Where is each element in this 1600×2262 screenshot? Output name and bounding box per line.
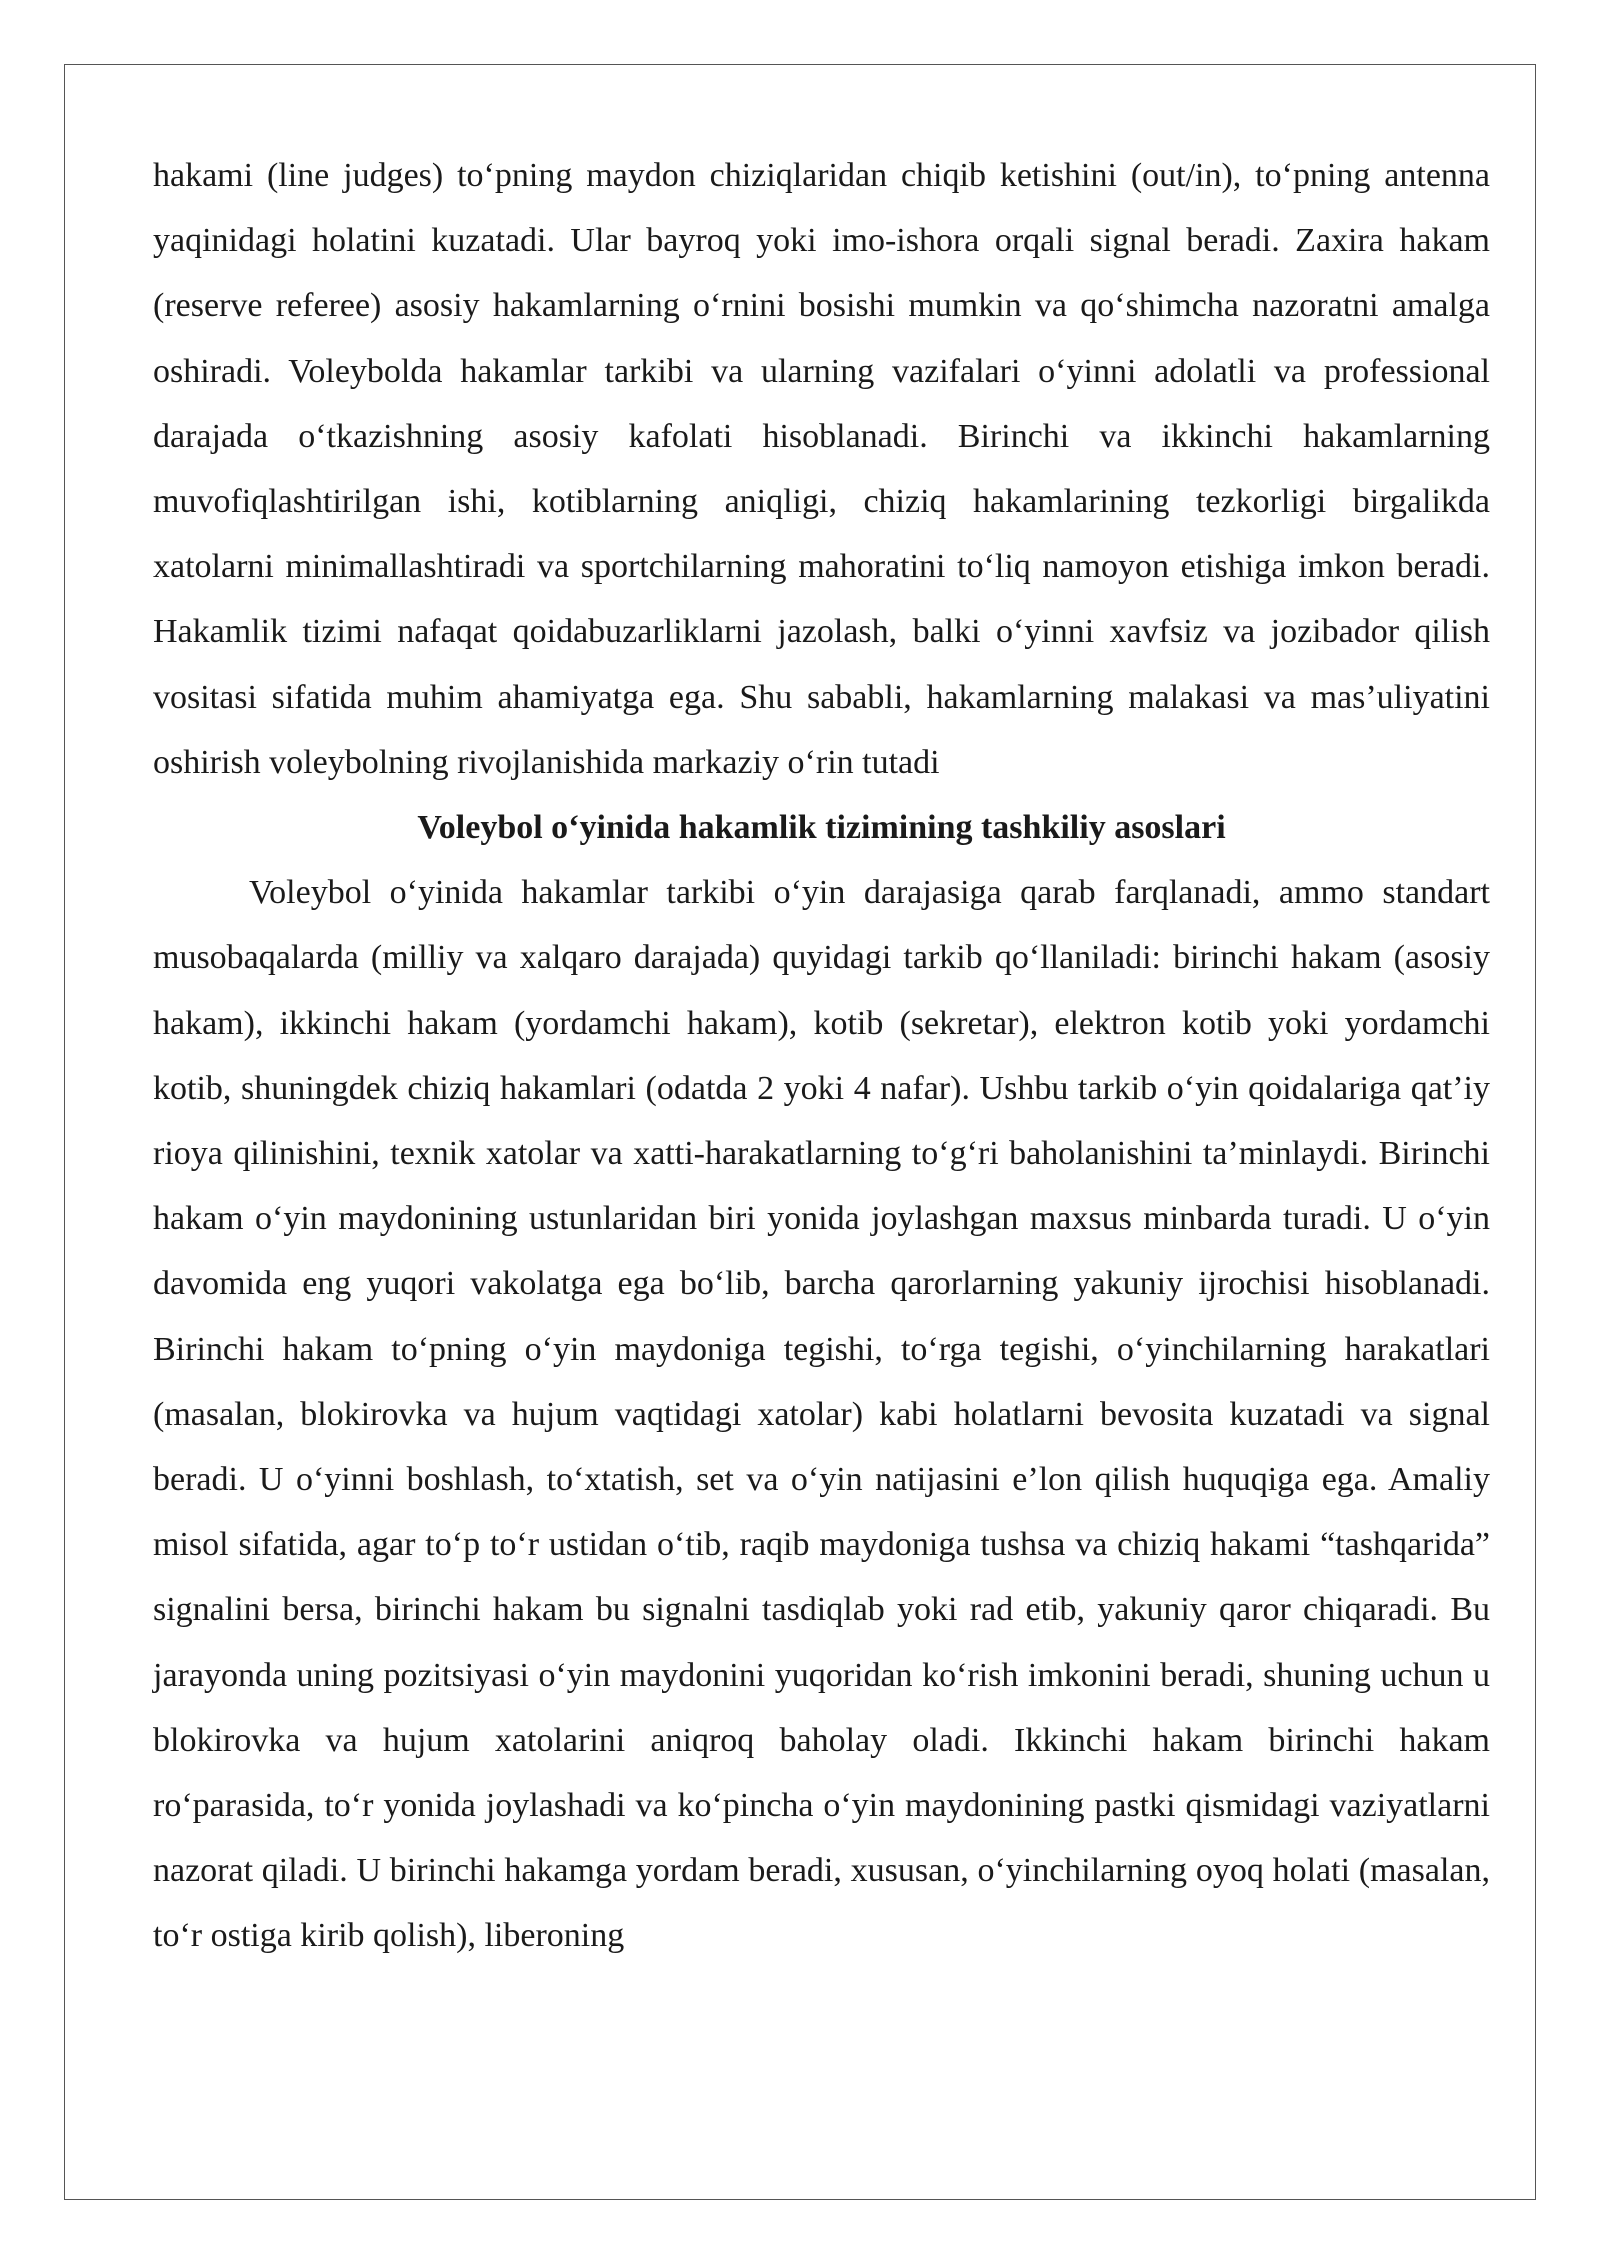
paragraph-referee-composition: Voleybol o‘yinida hakamlar tarkibi o‘yin darajasiga qarab farqlanadi, ammo standart musobaqalarda (milliy va xalqaro darajada) quyidagi tarkib qo‘llaniladi: birinchi hakam (asosiy hakam), ikkinchi hakam (yordamchi hakam), kotib (sekretar), elektron kotib yoki yordamchi kotib, shuningdek chiziq hakamlari (odatda 2 yoki 4 nafar). Ushbu tarkib o‘yin qoidalariga qat’iy rioya qilinishini, texnik xatolar va xatti-harakatlarning to‘g‘ri baholanishini ta’minlaydi. Birinchi hakam o‘yin maydonining ustunlaridan biri yonida joylashgan maxsus minbarda turadi. U o‘yin davomida eng yuqori vakolatga ega bo‘lib, barcha qarorlarning yakuniy ijrochisi hisoblanadi. Birinchi hakam to‘pning o‘yin maydoniga tegishi, to‘rga tegishi, o‘yinchilarning harakatlari (masalan, blokirovka va hujum vaqtidagi xatolar) kabi holatlarni bevosita kuzatadi va signal beradi. U o‘yinni boshlash, to‘xtatish, set va o‘yin natijasini e’lon qilish huquqiga ega. Amaliy misol sifatida, agar to‘p to‘r ustidan o‘tib, raqib maydoniga tushsa va chiziq hakami “tashqarida” signalini bersa, birinchi hakam bu signalni tasdiqlab yoki rad etib, yakuniy qaror chiqaradi. Bu jarayonda uning pozitsiyasi o‘yin maydonini yuqoridan ko‘rish imkonini beradi, shuning uchun u blokirovka va hujum xatolarini aniqroq baholay oladi. Ikkinchi hakam birinchi hakam ro‘parasida, to‘r yonida joylashadi va ko‘pincha o‘yin maydonining pastki qismidagi vaziyatlarni nazorat qiladi. U birinchi hakamga yordam beradi, xususan, o‘yinchilarning oyoq holati (masalan, to‘r ostiga kirib qolish), liberoning: [153, 874, 1490, 1955]
document-body: [153, 143, 1490, 1969]
paragraph-line-judges: hakami (line judges) to‘pning maydon chiziqlaridan chiqib ketishini (out/in), to‘pning antenna yaqinidagi holatini kuzatadi. Ular bayroq yoki imo-ishora orqali signal beradi. Zaxira hakam (reserve referee) asosiy hakamlarning o‘rnini bosishi mumkin va qo‘shimcha nazoratni amalga oshiradi. Voleybolda hakamlar tarkibi va ularning vazifalari o‘yinni adolatli va professional darajada o‘tkazishning asosiy kafolati hisoblanadi. Birinchi va ikkinchi hakamlarning muvofiqlashtirilgan ishi, kotiblarning aniqligi, chiziq hakamlarining tezkorligi birgalikda xatolarni minimallashtiradi va sportchilarning mahoratini to‘liq namoyon etishiga imkon beradi. Hakamlik tizimi nafaqat qoidabuzarliklarni jazolash, balki o‘yinni xavfsiz va jozibador qilish vositasi sifatida muhim ahamiyatga ega. Shu sababli, hakamlarning malakasi va mas’uliyatini oshirish voleybolning rivojlanishida markaziy o‘rin tutadi: [153, 157, 1490, 781]
section-heading: Voleybol o‘yinida hakamlik tizimining tashkiliy asoslari: [417, 809, 1226, 847]
